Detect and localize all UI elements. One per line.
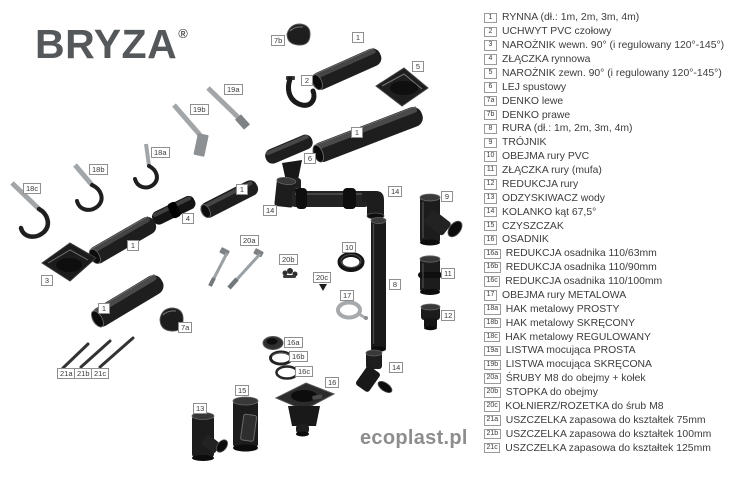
legend-item-label: HAK metalowy PROSTY (505, 303, 620, 315)
legend-row (484, 67, 748, 81)
part-label: 21a (57, 368, 76, 379)
legend-item-number: 11 (484, 165, 497, 176)
legend-item-number: 16a (484, 249, 501, 260)
part-label: 7a (178, 322, 192, 333)
legend-row (484, 330, 748, 344)
part-gutter-segment (86, 214, 159, 267)
part-label: 9 (441, 191, 453, 202)
legend-item-label: REDUKCJA osadnika 110/90mm (505, 262, 657, 274)
legend-row (484, 441, 748, 455)
legend-item-label: USZCZELKA zapasowa do kształtek 75mm (505, 414, 706, 426)
part-outer-corner (376, 68, 428, 106)
legend-item-number: 19a (484, 346, 501, 357)
part-label: 16 (325, 377, 339, 388)
part-label: 20a (240, 235, 259, 246)
legend-item-label: UCHWYT PVC czołowy (502, 26, 612, 38)
legend-item-label: USZCZELKA zapasowa do kształtek 100mm (505, 428, 712, 440)
legend-row (484, 205, 748, 219)
legend-item-label: RURA (dł.: 1m, 2m, 3m, 4m) (502, 123, 633, 135)
legend-item-label: STOPKA do obejmy (505, 387, 598, 399)
part-spare-gaskets (63, 338, 133, 368)
legend-row (484, 53, 748, 67)
legend-item-number: 2 (484, 27, 497, 38)
part-label: 14 (263, 205, 277, 216)
part-label: 19b (190, 104, 209, 115)
part-label: 1 (236, 184, 248, 195)
legend-item-label: KOŁNIERZ/ROZETKA do śrub M8 (505, 400, 664, 412)
legend-item-label: KOLANKO kąt 67,5° (502, 206, 597, 218)
legend-item-label: REDUKCJA rury (502, 178, 579, 190)
legend-item-label: DENKO lewe (502, 95, 564, 107)
part-label: 1 (352, 32, 364, 43)
legend-row (484, 413, 748, 427)
legend-item-label: TRÓJNIK (502, 137, 547, 149)
legend-item-label: LISTWA mocująca SKRĘCONA (505, 359, 652, 371)
legend-item-number: 10 (484, 151, 497, 162)
legend-row (484, 219, 748, 233)
legend-item-label: REDUKCJA osadnika 110/100mm (505, 276, 663, 288)
legend-item-number: 17 (484, 290, 497, 301)
legend-item-label: ODZYSKIWACZ wody (502, 192, 605, 204)
legend-item-number: 3 (484, 40, 497, 51)
legend-item-number: 7b (484, 110, 497, 121)
part-label: 7b (271, 35, 285, 46)
part-screws (210, 247, 264, 288)
part-water-recovery (192, 413, 230, 462)
legend-row (484, 247, 748, 261)
part-pipe-reduction (421, 304, 440, 330)
legend-row (484, 358, 748, 372)
part-label: 17 (340, 290, 354, 301)
part-label: 10 (342, 242, 356, 253)
legend-item-label: LISTWA mocująca PROSTA (505, 345, 636, 357)
part-gutter-segment (310, 104, 425, 164)
legend-item-number: 8 (484, 124, 497, 135)
part-label: 1 (351, 127, 363, 138)
part-downpipe (371, 218, 386, 352)
part-label: 14 (388, 186, 402, 197)
legend-item-number: 20c (484, 401, 500, 412)
legend-row (484, 122, 748, 136)
part-label: 21c (91, 368, 109, 379)
part-label: 14 (389, 362, 403, 373)
part-pipe-coupler (418, 256, 442, 295)
part-label: 18b (89, 164, 108, 175)
legend-row (484, 289, 748, 303)
legend-row (484, 94, 748, 108)
part-rosette (319, 284, 327, 291)
legend-item-label: CZYSZCZAK (502, 220, 564, 232)
legend-item-label: NAROŻNIK zewn. 90° (i regulowany 120°-145°) (502, 67, 722, 79)
part-label: 8 (389, 279, 401, 290)
legend-row (484, 386, 748, 400)
legend-item-label: OBEJMA rury PVC (502, 151, 590, 163)
legend-item-number: 7a (484, 96, 497, 107)
legend-item-number: 16 (484, 235, 497, 246)
legend-row (484, 344, 748, 358)
legend-item-label: NAROŻNIK wewn. 90° (i regulowany 120°-145°) (502, 40, 725, 52)
part-gutter-segment (88, 272, 167, 330)
legend-item-number: 16b (484, 262, 501, 273)
part-reduction-ring-63 (263, 337, 283, 350)
legend-row (484, 136, 748, 150)
legend-item-label: DENKO prawe (502, 109, 571, 121)
legend-row (484, 427, 748, 441)
legend-row (484, 25, 748, 39)
part-settling-trap (276, 383, 334, 437)
parts-legend (484, 11, 748, 455)
part-label: 18a (151, 147, 170, 158)
legend-item-number: 20b (484, 387, 501, 398)
legend-row (484, 191, 748, 205)
legend-item-number: 21b (484, 429, 501, 440)
legend-row (484, 275, 748, 289)
legend-row (484, 400, 748, 414)
part-gutter-segment (198, 178, 261, 220)
legend-item-label: ZŁĄCZKA rynnowa (502, 54, 591, 66)
part-label: 16b (289, 351, 308, 362)
legend-row (484, 39, 748, 53)
legend-row (484, 178, 748, 192)
legend-item-number: 18a (484, 304, 501, 315)
part-label: 16a (284, 337, 303, 348)
legend-item-label: OBEJMA rury METALOWA (502, 289, 627, 301)
legend-item-label: ZŁĄCZKA rury (mufa) (502, 165, 602, 177)
part-label: 6 (304, 153, 316, 164)
part-clamp-foot (283, 268, 298, 278)
part-end-cap-right (287, 24, 310, 45)
legend-row (484, 164, 748, 178)
legend-row (484, 80, 748, 94)
legend-item-label: USZCZELKA zapasowa do kształtek 125mm (505, 442, 711, 454)
part-label: 4 (182, 213, 194, 224)
legend-item-number: 4 (484, 54, 497, 65)
legend-item-label: RYNNA (dł.: 1m, 2m, 3m, 4m) (502, 12, 640, 24)
legend-item-number: 12 (484, 179, 497, 190)
watermark-text: ecoplast.pl (360, 427, 468, 449)
legend-item-label: LEJ spustowy (502, 81, 567, 93)
part-label: 16c (295, 366, 313, 377)
legend-item-number: 13 (484, 193, 497, 204)
part-label: 20c (313, 272, 331, 283)
legend-row (484, 316, 748, 330)
legend-item-number: 19b (484, 360, 501, 371)
part-label: 18c (23, 183, 41, 194)
legend-item-number: 21c (484, 443, 500, 454)
legend-item-number: 6 (484, 82, 497, 93)
brand-name: BRYZA (35, 21, 178, 67)
part-label: 12 (441, 310, 455, 321)
part-cleanout (233, 397, 258, 452)
legend-item-number: 20a (484, 373, 501, 384)
part-label: 15 (235, 385, 249, 396)
legend-item-label: OSADNIK (502, 234, 549, 246)
legend-row (484, 108, 748, 122)
part-label: 2 (301, 75, 313, 86)
part-elbow-assembly (274, 177, 384, 219)
legend-row (484, 372, 748, 386)
legend-row (484, 11, 748, 25)
part-label: 11 (441, 268, 455, 279)
legend-item-label: HAK metalowy SKRĘCONY (505, 317, 636, 329)
part-label: 5 (412, 61, 424, 72)
part-label: 21b (74, 368, 93, 379)
legend-row (484, 261, 748, 275)
legend-item-number: 15 (484, 221, 497, 232)
part-pipe-clamp-pvc (340, 255, 362, 270)
legend-item-number: 21a (484, 415, 501, 426)
legend-item-number: 18b (484, 318, 501, 329)
legend-item-label: REDUKCJA osadnika 110/63mm (505, 248, 657, 260)
part-label: 19a (224, 84, 243, 95)
legend-item-label: ŚRUBY M8 do obejmy + kołek (505, 373, 646, 385)
legend-row (484, 302, 748, 316)
part-elbow (355, 350, 394, 395)
part-label: 1 (127, 240, 139, 251)
legend-item-number: 1 (484, 13, 497, 24)
legend-item-number: 9 (484, 138, 497, 149)
part-label: 3 (41, 275, 53, 286)
legend-item-label: HAK metalowy REGULOWANY (505, 331, 651, 343)
legend-row (484, 233, 748, 247)
legend-item-number: 16c (484, 276, 500, 287)
part-gutter-segment (309, 46, 384, 93)
part-label: 20b (279, 254, 298, 265)
registered-mark: ® (178, 26, 189, 41)
legend-item-number: 5 (484, 68, 497, 79)
part-pipe-clamp-metal (338, 303, 368, 321)
legend-row (484, 150, 748, 164)
legend-item-number: 18c (484, 332, 500, 343)
legend-item-number: 14 (484, 207, 497, 218)
part-label: 1 (98, 303, 110, 314)
part-label: 13 (193, 403, 207, 414)
